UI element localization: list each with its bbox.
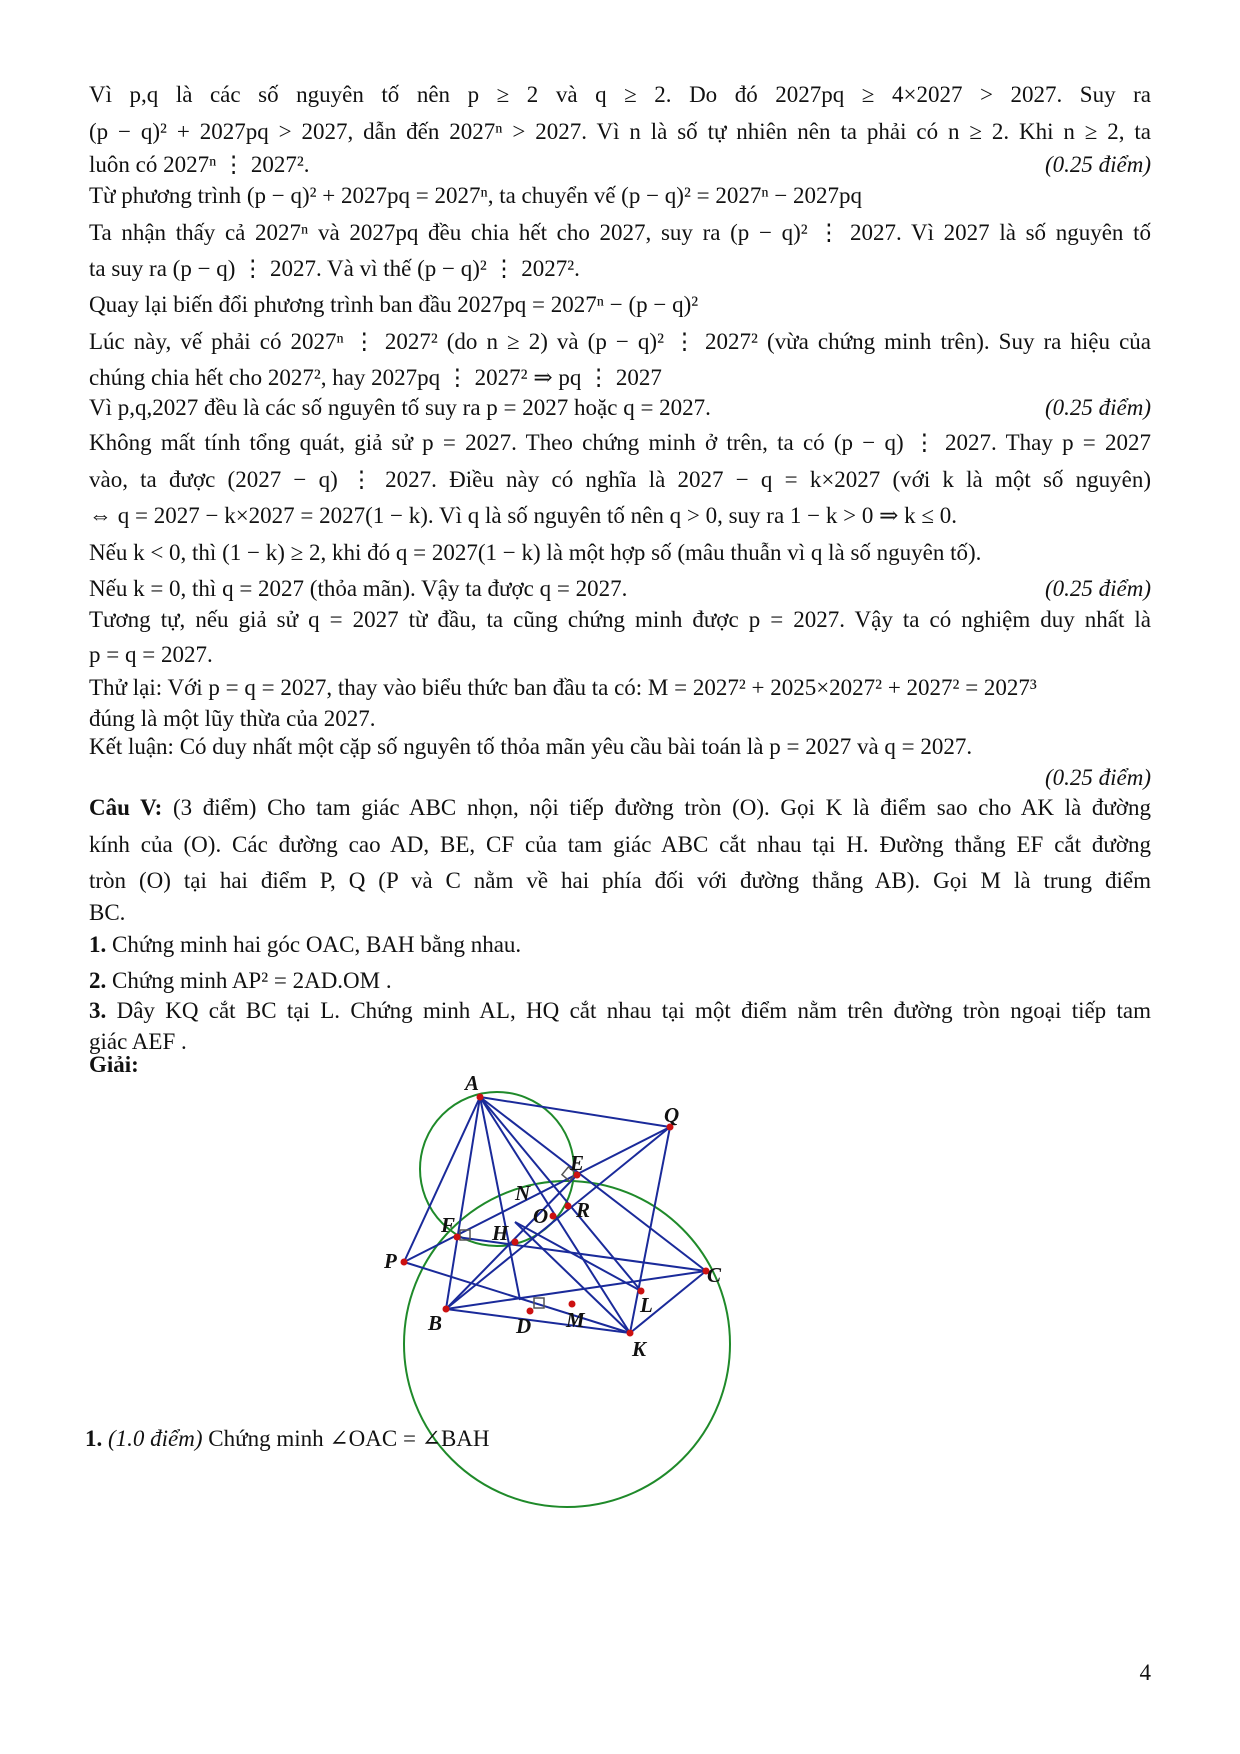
text-line: ta suy ra (p − q) ⋮ 2027. Và vì thế (p − q)² ⋮ 2027². <box>89 256 580 281</box>
label-k: K <box>632 1337 647 1361</box>
label-c: C <box>707 1263 722 1287</box>
text-line: luôn có 2027ⁿ ⋮ 2027². <box>89 152 310 177</box>
label-q: Q <box>664 1103 680 1127</box>
text-line: vào, ta được (2027 − q) ⋮ 2027. Điều này có nghĩa là 2027 − q = k×2027 (với k là một số nguyên) <box>89 467 1151 492</box>
score-note: (0.25 điểm) <box>1044 576 1151 601</box>
problem-5-intro: Câu V: (3 điểm) Cho tam giác ABC nhọn, nội tiếp đường tròn (O). Gọi K là điểm sao cho AK là đường <box>89 795 1151 820</box>
text-line: ⇔ q = 2027 − k×2027 = 2027(1 − k). Vì q là số nguyên tố nên q > 0, suy ra 1 − k > 0 ⇒ k ≤ 0. <box>89 503 957 528</box>
label-h: H <box>492 1221 509 1245</box>
page-number: 4 <box>1139 1660 1151 1685</box>
text-line: Không mất tính tổng quát, giả sử p = 2027. Theo chứng minh ở trên, ta có (p − q) ⋮ 2027. Thay p = 2027 <box>89 430 1151 455</box>
text-line: tròn (O) tại hai điểm P, Q (P và C nằm về hai phía đối với đường thẳng AB). Gọi M là trung điểm <box>89 868 1151 893</box>
label-l: L <box>640 1293 653 1317</box>
text-line: kính của (O). Các đường cao AD, BE, CF của tam giác ABC cắt nhau tại H. Đường thẳng EF cắt đường <box>89 832 1151 857</box>
question-2: 2. Chứng minh AP² = 2AD.OM . <box>89 968 392 993</box>
text-line: Quay lại biến đổi phương trình ban đầu 2027pq = 2027ⁿ − (p − q)² <box>89 292 699 317</box>
question-1: 1. Chứng minh hai góc OAC, BAH bằng nhau. <box>89 932 522 957</box>
text-line: Lúc này, vế phải có 2027ⁿ ⋮ 2027² (do n ≥ 2) và (p − q)² ⋮ 2027² (vừa chứng minh trên). Suy ra hiệu của <box>89 329 1151 354</box>
label-o: O <box>533 1204 549 1228</box>
label-b: B <box>428 1311 443 1335</box>
label-p: P <box>384 1249 397 1273</box>
text-line: Từ phương trình (p − q)² + 2027pq = 2027ⁿ, ta chuyển vế (p − q)² = 2027ⁿ − 2027pq <box>89 183 863 208</box>
question-3: 3. Dây KQ cắt BC tại L. Chứng minh AL, HQ cắt nhau tại một điểm nằm trên đường tròn ngoại tiếp tam <box>89 998 1151 1023</box>
text-line: giác AEF . <box>89 1029 187 1054</box>
text-line: BC. <box>89 900 126 925</box>
text-line: Kết luận: Có duy nhất một cặp số nguyên tố thỏa mãn yêu cầu bài toán là p = 2027 và q = 2027. <box>89 734 973 759</box>
text-line: đúng là một lũy thừa của 2027. <box>89 706 376 731</box>
label-f: F <box>441 1213 456 1237</box>
score-note: (0.25 điểm) <box>1044 152 1151 177</box>
text-line: chúng chia hết cho 2027², hay 2027pq ⋮ 2027² ⇒ pq ⋮ 2027 <box>89 365 662 390</box>
label-m: M <box>566 1308 585 1332</box>
text-line: Nếu k < 0, thì (1 − k) ≥ 2, khi đó q = 2027(1 − k) là một hợp số (mâu thuẫn vì q là số nguyên tố). <box>89 540 982 565</box>
text-line: Vì p,q là các số nguyên tố nên p ≥ 2 và q ≥ 2. Do đó 2027pq ≥ 4×2027 > 2027. Suy ra <box>89 82 1151 107</box>
score-note: (0.25 điểm) <box>1044 765 1151 790</box>
text-line: (p − q)² + 2027pq > 2027, dẫn đến 2027ⁿ > 2027. Vì n là số tự nhiên nên ta phải có n ≥ 2. Khi n ≥ 2, ta <box>89 119 1151 144</box>
label-a: A <box>465 1071 480 1095</box>
label-n: N <box>515 1181 531 1205</box>
score-note: (0.25 điểm) <box>1044 395 1151 420</box>
problem-5-title: Câu V: <box>89 795 163 820</box>
text-line: Vì p,q,2027 đều là các số nguyên tố suy ra p = 2027 hoặc q = 2027. <box>89 395 711 420</box>
text-line: Ta nhận thấy cả 2027ⁿ và 2027pq đều chia hết cho 2027, suy ra (p − q)² ⋮ 2027. Vì 2027 là số nguyên tố <box>89 220 1151 245</box>
text-line: Nếu k = 0, thì q = 2027 (thỏa mãn). Vậy ta được q = 2027. <box>89 576 628 601</box>
label-r: R <box>576 1198 591 1222</box>
text-line: p = q = 2027. <box>89 642 213 667</box>
part-1-heading: 1. (1.0 điểm) Chứng minh ∠OAC = ∠BAH <box>85 1426 490 1451</box>
text-line: Tương tự, nếu giả sử q = 2027 từ đầu, ta cũng chứng minh được p = 2027. Vậy ta có nghiệm duy nhất là <box>89 607 1151 632</box>
solution-heading: Giải: <box>89 1052 139 1077</box>
text-line: Thử lại: Với p = q = 2027, thay vào biểu thức ban đầu ta có: M = 2027² + 2025×2027² + 2027² = 2027³ <box>89 675 1037 700</box>
geometry-figure <box>384 1071 820 1575</box>
label-e: E <box>570 1151 585 1175</box>
label-d: D <box>516 1314 532 1338</box>
